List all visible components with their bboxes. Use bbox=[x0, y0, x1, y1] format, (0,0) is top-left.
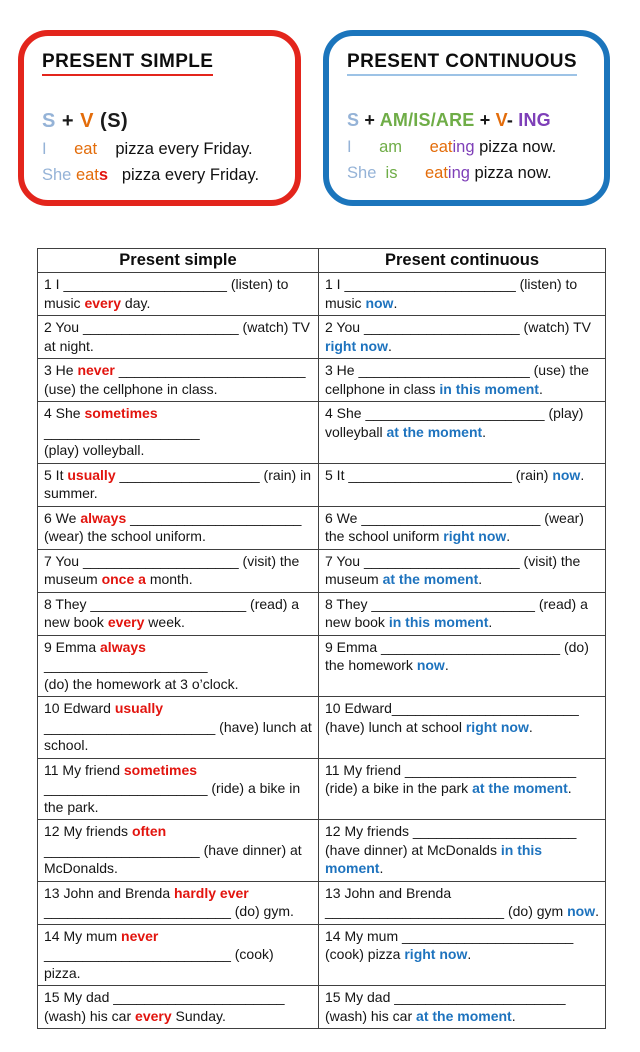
cell-continuous-5: 5 It _____________________ (rain) now. bbox=[319, 463, 606, 506]
exercise-row-4 bbox=[38, 402, 606, 464]
exercise-row-9 bbox=[38, 635, 606, 697]
cell-simple-9: 9 Emma always _____________________ (do) the homework at 3 o’clock. bbox=[38, 635, 319, 697]
table-header-row bbox=[38, 249, 606, 273]
exercise-row-1 bbox=[38, 273, 606, 316]
cell-continuous-13: 13 John and Brenda _______________________ (do) gym now. bbox=[319, 881, 606, 924]
exercise-row-7 bbox=[38, 549, 606, 592]
present-continuous-formula: S + AM/IS/ARE + V- ING bbox=[347, 110, 551, 130]
cell-simple-14: 14 My mum never ________________________ (cook) pizza. bbox=[38, 924, 319, 986]
header-present-continuous: Present continuous bbox=[319, 249, 606, 273]
present-simple-formula: S + V (S) bbox=[42, 110, 129, 132]
exercise-row-15 bbox=[38, 986, 606, 1029]
cell-continuous-14: 14 My mum ______________________ (cook) pizza right now. bbox=[319, 924, 606, 986]
cell-simple-10: 10 Edward usually ______________________ (have) lunch at school. bbox=[38, 697, 319, 759]
present-continuous-title: PRESENT CONTINUOUS bbox=[347, 51, 577, 76]
cell-simple-1: 1 I _____________________ (listen) to music every day. bbox=[38, 273, 319, 316]
exercise-row-3 bbox=[38, 359, 606, 402]
cell-simple-12: 12 My friends often ____________________ (have dinner) at McDonalds. bbox=[38, 820, 319, 882]
present-continuous-example-1: I am eating pizza now. bbox=[347, 138, 557, 156]
rule-boxes bbox=[0, 0, 640, 206]
exercise-row-8 bbox=[38, 592, 606, 635]
exercise-row-11 bbox=[38, 758, 606, 820]
present-continuous-example-2: She is eating pizza now. bbox=[347, 164, 552, 182]
cell-simple-7: 7 You ____________________ (visit) the museum once a month. bbox=[38, 549, 319, 592]
cell-simple-13: 13 John and Brenda hardly ever ________________________ (do) gym. bbox=[38, 881, 319, 924]
present-simple-title: PRESENT SIMPLE bbox=[42, 51, 213, 76]
cell-continuous-4: 4 She _______________________ (play) volleyball at the moment. bbox=[319, 402, 606, 464]
cell-simple-3: 3 He never ________________________ (use) the cellphone in class. bbox=[38, 359, 319, 402]
cell-continuous-15: 15 My dad ______________________ (wash) his car at the moment. bbox=[319, 986, 606, 1029]
cell-continuous-7: 7 You ____________________ (visit) the museum at the moment. bbox=[319, 549, 606, 592]
cell-simple-4: 4 She sometimes ____________________ (play) volleyball. bbox=[38, 402, 319, 464]
exercise-table-body bbox=[38, 273, 606, 1029]
present-simple-examples bbox=[42, 140, 283, 185]
present-simple-example-2: She eats pizza every Friday. bbox=[42, 166, 260, 184]
cell-continuous-6: 6 We _______________________ (wear) the school uniform right now. bbox=[319, 506, 606, 549]
exercise-row-12 bbox=[38, 820, 606, 882]
present-continuous-examples bbox=[347, 138, 592, 183]
cell-continuous-10: 10 Edward________________________ (have) lunch at school right now. bbox=[319, 697, 606, 759]
cell-continuous-2: 2 You ____________________ (watch) TV right now. bbox=[319, 316, 606, 359]
exercise-row-13 bbox=[38, 881, 606, 924]
cell-continuous-12: 12 My friends _____________________ (have dinner) at McDonalds in this moment. bbox=[319, 820, 606, 882]
exercise-row-10 bbox=[38, 697, 606, 759]
header-present-simple: Present simple bbox=[38, 249, 319, 273]
cell-simple-2: 2 You ____________________ (watch) TV at night. bbox=[38, 316, 319, 359]
cell-continuous-8: 8 They _____________________ (read) a new book in this moment. bbox=[319, 592, 606, 635]
present-continuous-box bbox=[323, 30, 610, 206]
exercise-table bbox=[37, 248, 606, 1029]
exercise-row-6 bbox=[38, 506, 606, 549]
cell-simple-5: 5 It usually __________________ (rain) in summer. bbox=[38, 463, 319, 506]
exercise-row-5 bbox=[38, 463, 606, 506]
present-simple-example-1: I eat pizza every Friday. bbox=[42, 140, 253, 158]
cell-continuous-9: 9 Emma _______________________ (do) the homework now. bbox=[319, 635, 606, 697]
present-simple-box bbox=[18, 30, 301, 206]
cell-simple-11: 11 My friend sometimes _____________________ (ride) a bike in the park. bbox=[38, 758, 319, 820]
cell-continuous-3: 3 He ______________________ (use) the cellphone in class in this moment. bbox=[319, 359, 606, 402]
cell-simple-15: 15 My dad ______________________ (wash) his car every Sunday. bbox=[38, 986, 319, 1029]
exercise-row-2 bbox=[38, 316, 606, 359]
cell-simple-6: 6 We always ______________________ (wear) the school uniform. bbox=[38, 506, 319, 549]
cell-simple-8: 8 They ____________________ (read) a new book every week. bbox=[38, 592, 319, 635]
cell-continuous-11: 11 My friend ______________________ (ride) a bike in the park at the moment. bbox=[319, 758, 606, 820]
exercise-row-14 bbox=[38, 924, 606, 986]
cell-continuous-1: 1 I ______________________ (listen) to music now. bbox=[319, 273, 606, 316]
